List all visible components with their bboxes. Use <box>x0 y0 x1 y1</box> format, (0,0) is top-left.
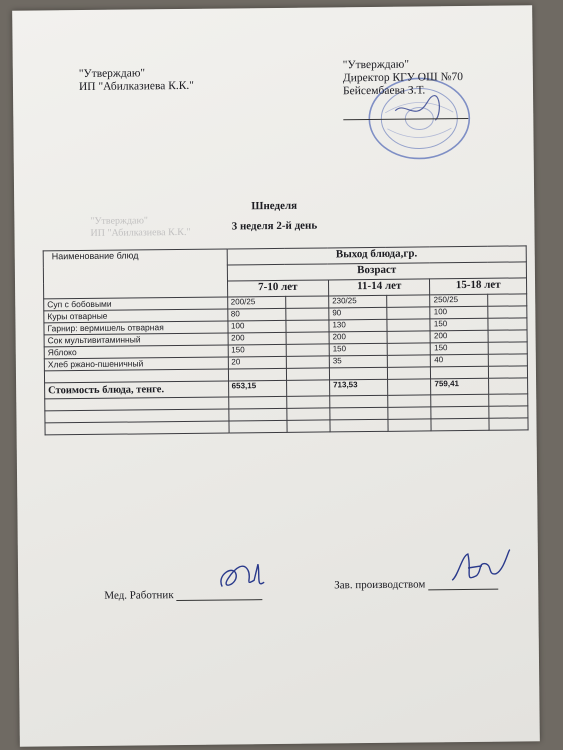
portion-15-18: 200 <box>430 330 488 343</box>
portion-11-14: 90 <box>329 307 387 320</box>
dish-name: Хлеб ржано-пшеничный <box>44 357 228 371</box>
week-title: Шнеделя <box>251 199 298 213</box>
cost-7-10: 653,15 <box>228 380 286 397</box>
dish-name: Суп с бобовыми <box>44 297 228 311</box>
approval-right-line3: Бейсембаева З.Т. <box>342 84 426 98</box>
cost-15-18: 759,41 <box>431 378 489 395</box>
portion-11-14: 35 <box>329 355 387 368</box>
portion-11-14: 130 <box>329 319 387 332</box>
name-header: Наименование блюд <box>43 249 227 299</box>
portion-7-10: 150 <box>228 344 286 357</box>
dish-name: Гарнир: вермишель отварная <box>44 321 228 335</box>
portion-7-10: 200 <box>228 332 286 345</box>
approval-block-left <box>79 67 194 94</box>
approval-left-line2: ИП "Абилказиева К.К." <box>78 79 195 94</box>
production-label: Зав. производством <box>334 578 426 592</box>
portion-11-14: 150 <box>329 343 387 356</box>
portion-15-18: 40 <box>431 354 489 367</box>
portion-15-18: 150 <box>430 318 488 331</box>
ghost-line2: ИП "Абилказиева К.К." <box>90 226 191 239</box>
portion-7-10: 200/25 <box>227 296 285 309</box>
approval-right-line2: Директор КГУ ОШ №70 <box>342 71 464 85</box>
portion-7-10: 100 <box>227 320 285 333</box>
dish-name: Сок мультивитаминный <box>44 333 228 347</box>
portion-15-18: 250/25 <box>430 294 488 307</box>
output-header: Выход блюда,гр. <box>227 246 527 265</box>
cost-label: Стоимость блюда, тенге. <box>45 381 229 399</box>
document-page <box>12 5 540 746</box>
portion-15-18: 100 <box>430 306 488 319</box>
ghost-line1: "Утверждаю" <box>90 215 149 227</box>
medic-handwritten-signature-icon <box>214 556 274 597</box>
cost-11-14: 713,53 <box>330 379 388 396</box>
dish-name: Куры отварные <box>44 309 228 323</box>
portion-7-10: 80 <box>227 308 285 321</box>
age-group-2: 11-14 лет <box>328 279 430 296</box>
portion-11-14: 230/25 <box>329 295 387 308</box>
medic-sign-line <box>176 599 262 601</box>
approval-block-right <box>343 58 464 98</box>
age-group-1: 7-10 лет <box>227 280 329 297</box>
age-group-3: 15-18 лет <box>430 278 527 295</box>
medic-label: Мед. Работник <box>104 589 174 602</box>
approval-right-line1: "Утверждаю" <box>342 58 410 72</box>
age-header: Возраст <box>227 262 527 281</box>
dish-name: Яблоко <box>44 345 228 359</box>
day-title: 3 неделя 2-й день <box>231 219 318 233</box>
portion-7-10: 20 <box>228 356 286 369</box>
approval-left-line1: "Утверждаю" <box>78 67 146 81</box>
portion-15-18: 150 <box>431 342 489 355</box>
portion-11-14: 200 <box>329 331 387 344</box>
menu-table <box>43 245 529 435</box>
production-handwritten-signature-icon <box>448 545 518 590</box>
